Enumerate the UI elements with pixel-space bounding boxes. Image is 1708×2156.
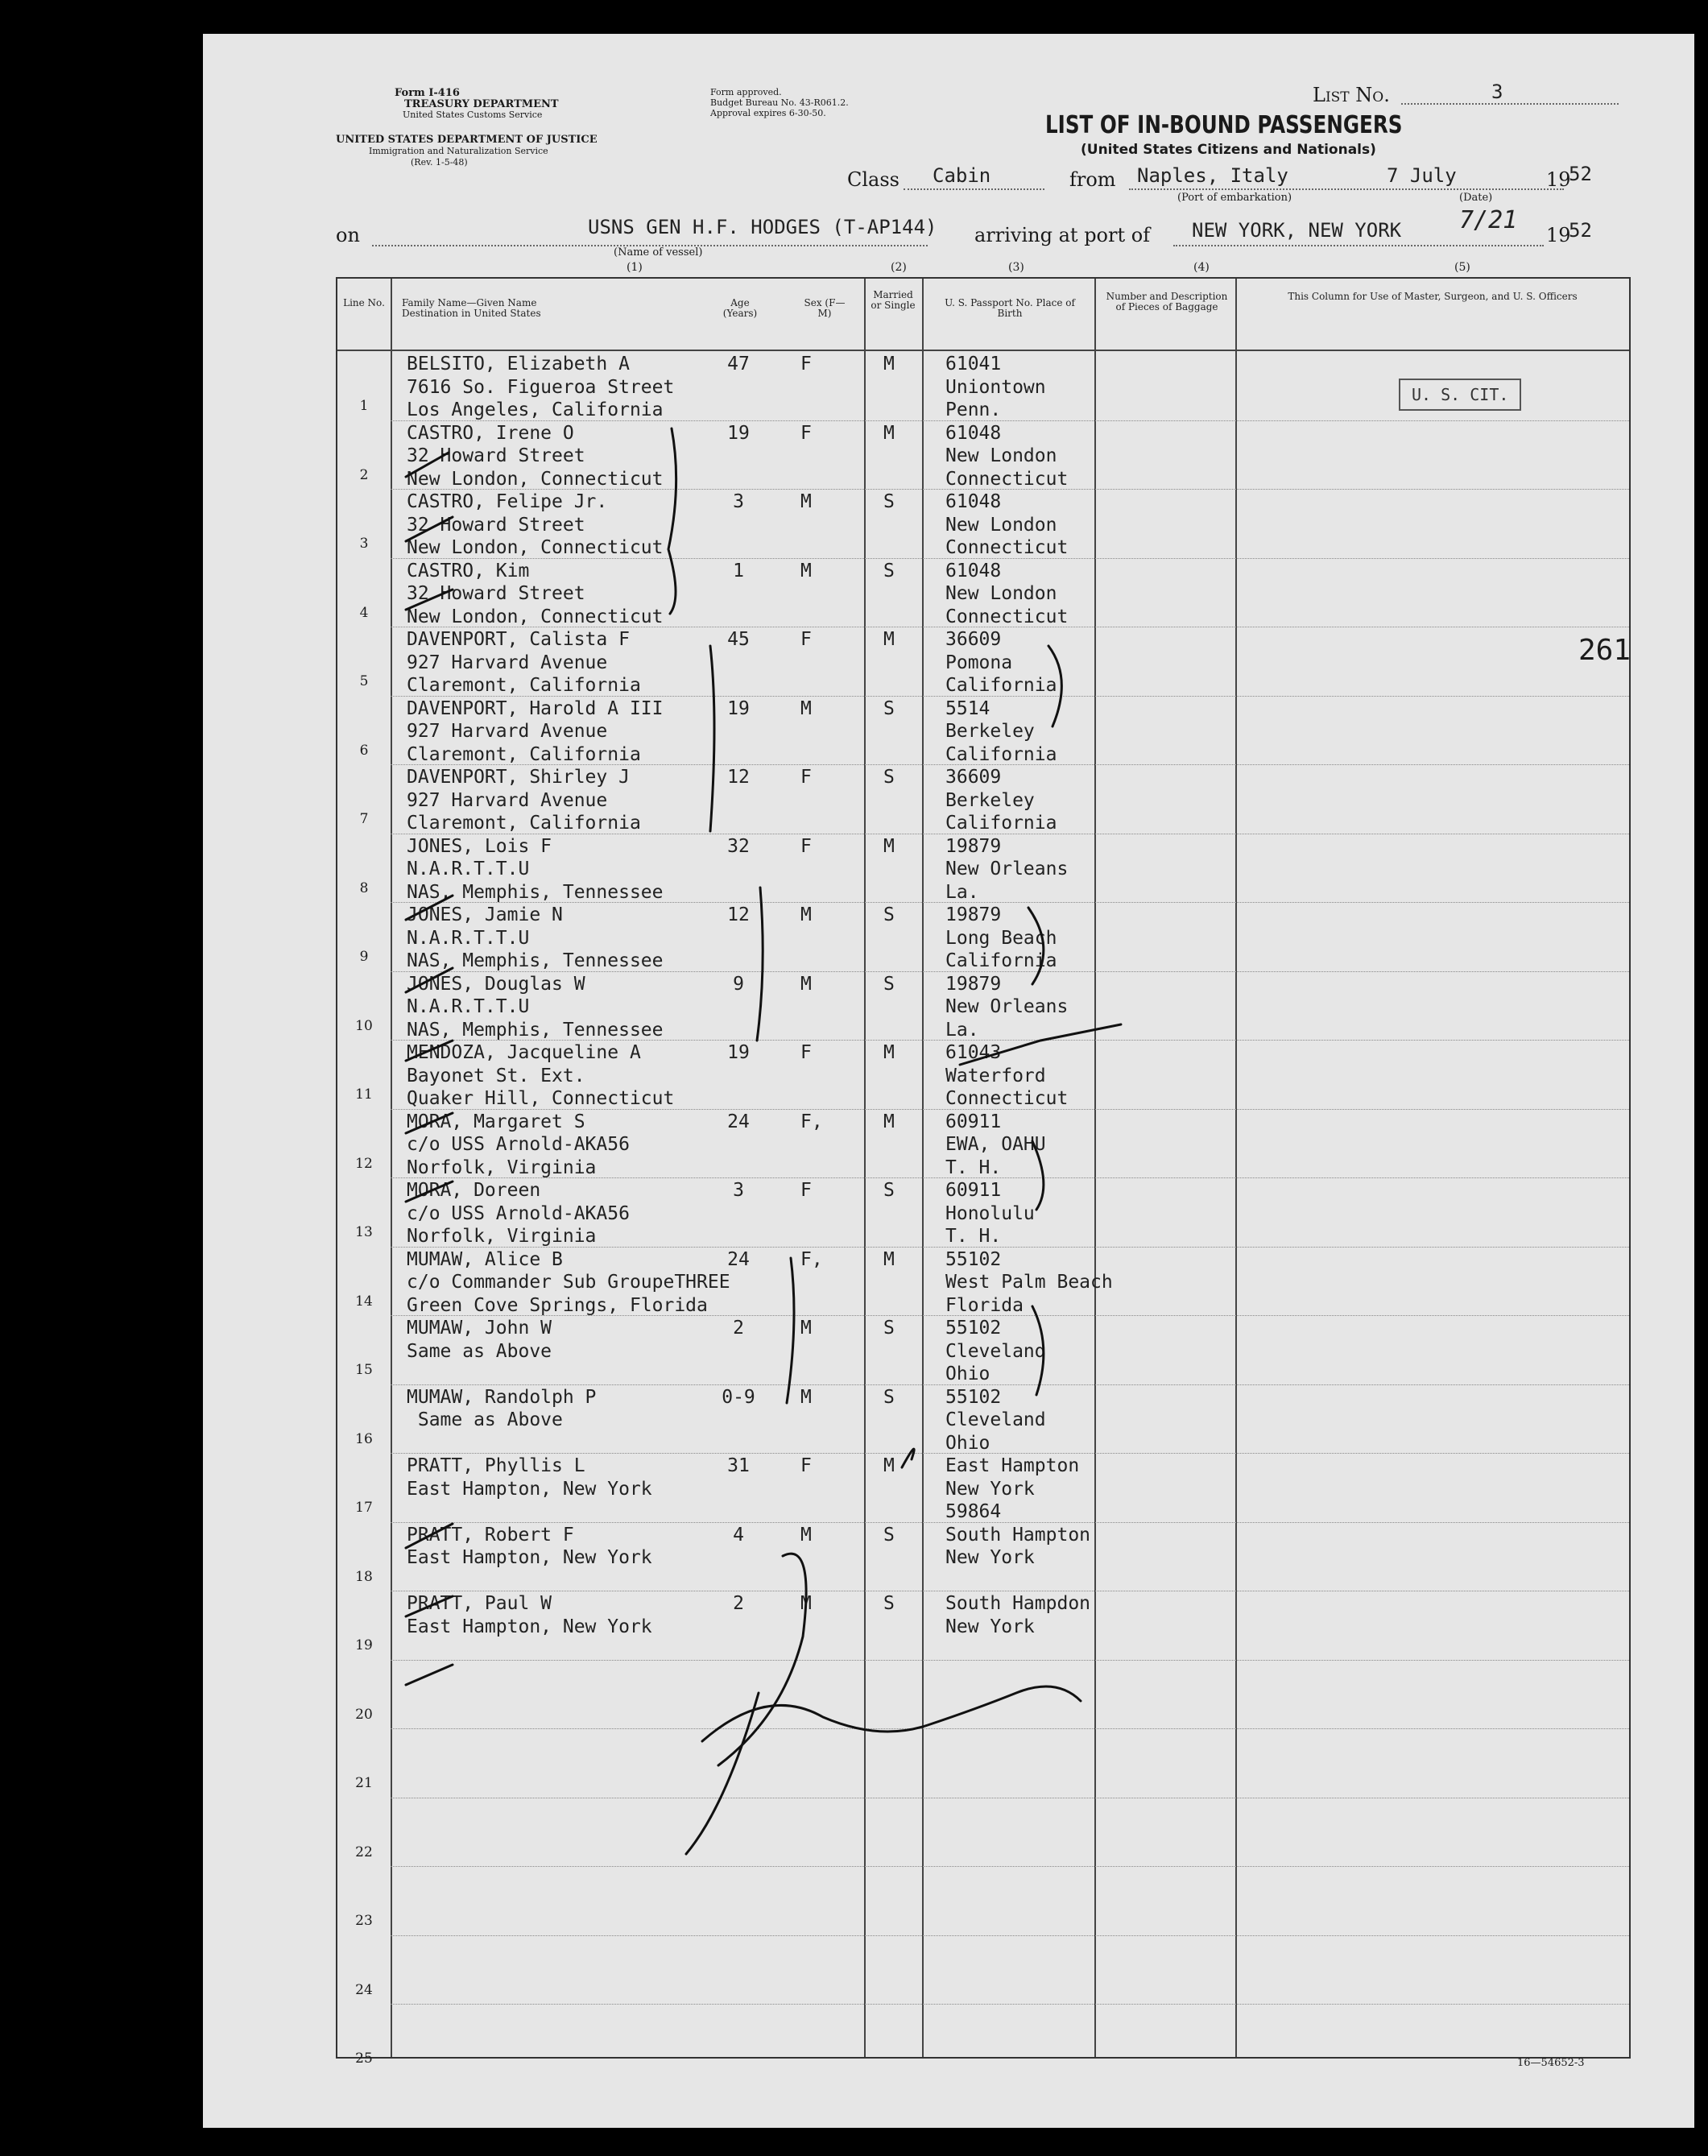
on-label: on xyxy=(336,224,360,246)
line-number: 8 xyxy=(359,879,369,896)
line-number: 12 xyxy=(355,1155,373,1172)
revision: (Rev. 1-5-48) xyxy=(411,157,468,168)
passport-birthplace: 60911 EWA, OAHU T. H. xyxy=(945,1111,1046,1178)
colnum-4: (4) xyxy=(1193,261,1210,274)
side-number: 261 xyxy=(1578,634,1631,667)
marital-status: S xyxy=(883,1524,895,1546)
passenger-sex: M xyxy=(800,697,812,719)
passenger-age: 12 xyxy=(727,904,750,925)
line-number: 2 xyxy=(359,466,369,483)
passenger-name-destination: PRATT, Phyllis L East Hampton, New York xyxy=(407,1455,652,1500)
passenger-sex: F, xyxy=(800,1111,823,1132)
passenger-name-destination: CASTRO, Felipe Jr. 32 Howard Street New London, Connecticut xyxy=(407,491,664,558)
line-number: 9 xyxy=(359,949,369,965)
line-number: 23 xyxy=(355,1913,373,1929)
marital-status: M xyxy=(883,1455,895,1476)
header-passport: U. S. Passport No. Place of Birth xyxy=(945,297,1075,319)
passenger-age: 24 xyxy=(727,1248,750,1270)
marital-status: S xyxy=(883,560,895,581)
passenger-sex: F xyxy=(800,1042,812,1063)
passenger-age: 19 xyxy=(727,697,750,719)
passenger-name-destination: DAVENPORT, Shirley J 927 Harvard Avenue Claremont, California xyxy=(407,767,641,834)
marital-status: S xyxy=(883,1386,895,1408)
line-number: 7 xyxy=(359,811,369,827)
passenger-age: 3 xyxy=(733,491,744,512)
marital-status: S xyxy=(883,491,895,512)
passenger-age: 1 xyxy=(733,560,744,581)
passenger-age: 19 xyxy=(727,422,750,444)
header-sex: Sex (F—M) xyxy=(804,297,846,319)
passenger-age: 12 xyxy=(727,767,750,788)
marital-status: M xyxy=(883,422,895,444)
passenger-sex: M xyxy=(800,1593,812,1614)
passenger-sex: M xyxy=(800,560,812,581)
colnum-1: (1) xyxy=(627,261,643,274)
passport-birthplace: 5514 Berkeley California xyxy=(945,697,1057,765)
header-officers: This Column for Use of Master, Surgeon, and U. S. Officers xyxy=(1288,291,1578,302)
date-caption: (Date) xyxy=(1459,192,1493,204)
line-number: 19 xyxy=(355,1637,373,1653)
line-number: 22 xyxy=(355,1844,373,1860)
passenger-name-destination: BELSITO, Elizabeth A 7616 So. Figueroa Street Los Angeles, California xyxy=(407,354,675,420)
passport-birthplace: 19879 New Orleans La. xyxy=(945,835,1069,903)
line-number: 1 xyxy=(359,398,369,414)
form-number: Form I-416 xyxy=(395,87,460,99)
list-no-value: 3 xyxy=(1491,81,1503,103)
passenger-name-destination: JONES, Lois F N.A.R.T.T.U NAS, Memphis, Tennessee xyxy=(407,835,664,903)
passport-birthplace: South Hampdon New York xyxy=(945,1593,1091,1637)
passenger-name-destination: PRATT, Robert F East Hampton, New York xyxy=(407,1524,652,1568)
passenger-age: 3 xyxy=(733,1180,744,1201)
line-number: 24 xyxy=(355,1981,373,1998)
passenger-sex: F xyxy=(800,1455,812,1476)
passenger-age: 47 xyxy=(727,354,750,375)
passenger-name-destination: MENDOZA, Jacqueline A Bayonet St. Ext. Quaker Hill, Connecticut xyxy=(407,1042,675,1109)
passport-birthplace: 61043 Waterford Connecticut xyxy=(945,1042,1069,1109)
marital-status: M xyxy=(883,835,895,857)
header-married: Married or Single xyxy=(871,289,916,311)
passport-birthplace: 55102 Cleveland Ohio xyxy=(945,1386,1046,1454)
passenger-age: 45 xyxy=(727,629,750,650)
marital-status: M xyxy=(883,354,895,375)
passport-birthplace: East Hampton New York 59864 xyxy=(945,1455,1080,1522)
line-number: 13 xyxy=(355,1224,373,1240)
passenger-name-destination: MORA, Doreen c/o USS Arnold-AKA56 Norfolk, Virginia xyxy=(407,1180,630,1247)
marital-status: S xyxy=(883,767,895,788)
year-1: 52 xyxy=(1569,163,1592,185)
line-number: 11 xyxy=(355,1086,373,1103)
marital-status: M xyxy=(883,1042,895,1063)
passenger-age: 2 xyxy=(733,1593,744,1614)
passenger-name-destination: CASTRO, Kim 32 Howard Street New London, Connecticut xyxy=(407,560,664,627)
colnum-2: (2) xyxy=(891,261,907,274)
list-no-label: List No. xyxy=(1313,84,1390,106)
line-number: 18 xyxy=(355,1568,373,1585)
passenger-name-destination: DAVENPORT, Harold A III 927 Harvard Avenue Claremont, California xyxy=(407,697,664,765)
colnum-3: (3) xyxy=(1008,261,1024,274)
marital-status: S xyxy=(883,1318,895,1339)
class-label: Class xyxy=(847,168,899,191)
footer-code: 16—54652-3 xyxy=(1517,2057,1585,2069)
passport-birthplace: 60911 Honolulu T. H. xyxy=(945,1180,1035,1247)
marital-status: M xyxy=(883,1248,895,1270)
passenger-name-destination: MUMAW, Randolph P Same as Above xyxy=(407,1386,597,1430)
colnum-5: (5) xyxy=(1454,261,1470,274)
passport-birthplace: South Hampton New York xyxy=(945,1524,1091,1568)
passport-birthplace: 61048 New London Connecticut xyxy=(945,422,1069,490)
marital-status: S xyxy=(883,697,895,719)
marital-status: S xyxy=(883,973,895,995)
line-number: 4 xyxy=(359,604,369,621)
from-value: Naples, Italy xyxy=(1137,164,1288,187)
us-citizen-stamp: U. S. CIT. xyxy=(1399,379,1521,411)
line-number: 17 xyxy=(355,1500,373,1516)
passenger-age: 24 xyxy=(727,1111,750,1132)
passport-birthplace: 36609 Pomona California xyxy=(945,629,1057,696)
vessel-name: USNS GEN H.F. HODGES (T-AP144) xyxy=(588,216,937,238)
passenger-name-destination: MUMAW, Alice B c/o Commander Sub GroupeTHREE Green Cove Springs, Florida xyxy=(407,1248,730,1316)
passenger-sex: M xyxy=(800,1318,812,1339)
passenger-sex: F xyxy=(800,354,812,375)
line-number: 3 xyxy=(359,536,369,552)
marital-status: M xyxy=(883,629,895,650)
passenger-sex: F xyxy=(800,835,812,857)
passenger-age: 32 xyxy=(727,835,750,857)
line-number: 21 xyxy=(355,1775,373,1791)
header-age: Age (Years) xyxy=(722,297,758,319)
passport-birthplace: 55102 Cleveland Ohio xyxy=(945,1318,1046,1384)
header-baggage: Number and Description of Pieces of Baggage xyxy=(1106,291,1228,312)
embark-caption: (Port of embarkation) xyxy=(1177,192,1292,204)
customs-service: United States Customs Service xyxy=(403,110,543,120)
passport-birthplace: 55102 West Palm Beach Florida xyxy=(945,1248,1113,1316)
line-number: 20 xyxy=(355,1706,373,1723)
year-prefix-2: 19 xyxy=(1546,224,1571,246)
passenger-sex: M xyxy=(800,491,812,512)
passenger-age: 31 xyxy=(727,1455,750,1476)
line-number: 25 xyxy=(355,2050,373,2067)
passenger-sex: F xyxy=(800,422,812,444)
marital-status: S xyxy=(883,1180,895,1201)
passenger-name-destination: PRATT, Paul W East Hampton, New York xyxy=(407,1593,652,1637)
form-title: LIST OF IN-BOUND PASSENGERS xyxy=(1045,111,1403,139)
header-name: Family Name—Given Name Destination in United States xyxy=(402,297,541,319)
line-number: 10 xyxy=(355,1017,373,1034)
passenger-name-destination: MORA, Margaret S c/o USS Arnold-AKA56 Norfolk, Virginia xyxy=(407,1111,630,1178)
passenger-age: 0-9 xyxy=(722,1386,755,1408)
arriving-label: arriving at port of xyxy=(974,224,1151,246)
class-value: Cabin xyxy=(933,164,991,187)
header-line-no: Line No. xyxy=(343,297,385,308)
approval-line-3: Approval expires 6-30-50. xyxy=(710,108,826,118)
line-number: 15 xyxy=(355,1362,373,1378)
passport-birthplace: 61041 Uniontown Penn. xyxy=(945,354,1046,420)
arrival-port: NEW YORK, NEW YORK xyxy=(1192,219,1402,242)
passport-birthplace: 36609 Berkeley California xyxy=(945,767,1057,834)
marital-status: S xyxy=(883,1593,895,1614)
passenger-name-destination: MUMAW, John W Same as Above xyxy=(407,1318,552,1362)
passport-birthplace: 61048 New London Connecticut xyxy=(945,560,1069,627)
manifest-page xyxy=(203,34,1694,2128)
marital-status: M xyxy=(883,1111,895,1132)
date-value: 7 July xyxy=(1387,164,1457,187)
passenger-sex: F xyxy=(800,1180,812,1201)
passenger-sex: M xyxy=(800,1386,812,1408)
passenger-name-destination: DAVENPORT, Calista F 927 Harvard Avenue Claremont, California xyxy=(407,629,641,696)
passenger-name-destination: JONES, Douglas W N.A.R.T.T.U NAS, Memphis, Tennessee xyxy=(407,973,664,1041)
passport-birthplace: 61048 New London Connecticut xyxy=(945,491,1069,558)
passenger-age: 2 xyxy=(733,1318,744,1339)
marital-status: S xyxy=(883,904,895,925)
form-subtitle: (United States Citizens and Nationals) xyxy=(1081,142,1376,158)
passenger-sex: F, xyxy=(800,1248,823,1270)
approval-line-2: Budget Bureau No. 43-R061.2. xyxy=(710,97,849,108)
vessel-caption: (Name of vessel) xyxy=(614,246,703,259)
ins-name: Immigration and Naturalization Service xyxy=(369,146,548,156)
justice-dept: UNITED STATES DEPARTMENT OF JUSTICE xyxy=(336,134,598,146)
year-2: 52 xyxy=(1569,219,1592,242)
passenger-sex: M xyxy=(800,904,812,925)
passenger-sex: F xyxy=(800,629,812,650)
approval-line-1: Form approved. xyxy=(710,87,782,97)
line-number: 5 xyxy=(359,673,369,689)
line-number: 16 xyxy=(355,1430,373,1447)
passenger-sex: M xyxy=(800,973,812,995)
passport-birthplace: 19879 New Orleans La. xyxy=(945,973,1069,1041)
passenger-sex: F xyxy=(800,767,812,788)
line-number: 6 xyxy=(359,742,369,759)
passenger-sex: M xyxy=(800,1524,812,1546)
passenger-name-destination: JONES, Jamie N N.A.R.T.T.U NAS, Memphis, Tennessee xyxy=(407,904,664,971)
passenger-age: 9 xyxy=(733,973,744,995)
arrival-date: 7/21 xyxy=(1459,206,1518,234)
passport-birthplace: 19879 Long Beach California xyxy=(945,904,1057,971)
line-number: 14 xyxy=(355,1293,373,1310)
passenger-age: 19 xyxy=(727,1042,750,1063)
passenger-name-destination: CASTRO, Irene O 32 Howard Street New London, Connecticut xyxy=(407,422,664,490)
year-prefix-1: 19 xyxy=(1546,168,1571,191)
from-label: from xyxy=(1069,168,1116,191)
passenger-age: 4 xyxy=(733,1524,744,1546)
treasury-dept: TREASURY DEPARTMENT xyxy=(404,98,559,110)
